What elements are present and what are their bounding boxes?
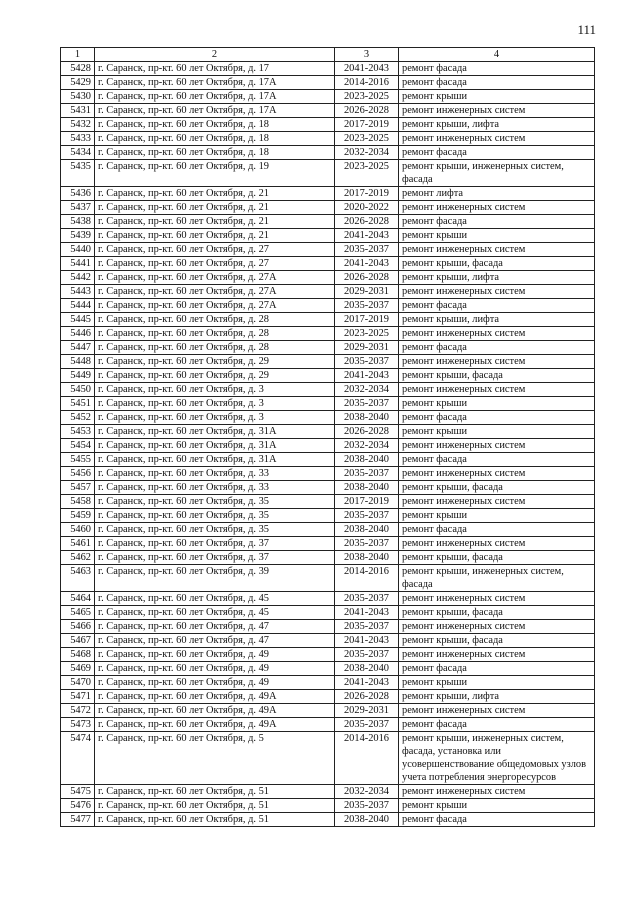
period-cell: 2029-2031: [335, 704, 399, 718]
row-number-cell: 5462: [61, 551, 95, 565]
table-row: [61, 369, 595, 383]
work-type-cell: ремонт инженерных систем: [399, 592, 595, 606]
row-number-cell: 5439: [61, 229, 95, 243]
work-type-cell: ремонт крыши, фасада: [399, 369, 595, 383]
work-type-cell: ремонт инженерных систем: [399, 648, 595, 662]
period-cell: 2035-2037: [335, 592, 399, 606]
work-type-cell: ремонт крыши, фасада: [399, 606, 595, 620]
address-cell: г. Саранск, пр-кт. 60 лет Октября, д. 47: [95, 634, 335, 648]
address-cell: г. Саранск, пр-кт. 60 лет Октября, д. 49: [95, 676, 335, 690]
address-cell: г. Саранск, пр-кт. 60 лет Октября, д. 35: [95, 509, 335, 523]
table-row: [61, 383, 595, 397]
table-row: [61, 495, 595, 509]
work-type-cell: ремонт крыши, инженерных систем, фасада: [399, 565, 595, 592]
period-cell: 2041-2043: [335, 62, 399, 76]
table-row: [61, 704, 595, 718]
period-cell: 2032-2034: [335, 785, 399, 799]
address-cell: г. Саранск, пр-кт. 60 лет Октября, д. 51: [95, 785, 335, 799]
table-row: [61, 648, 595, 662]
period-cell: 2014-2016: [335, 565, 399, 592]
column-header: 1: [61, 48, 95, 62]
work-type-cell: ремонт инженерных систем: [399, 785, 595, 799]
address-cell: г. Саранск, пр-кт. 60 лет Октября, д. 21: [95, 215, 335, 229]
table-row: [61, 439, 595, 453]
row-number-cell: 5442: [61, 271, 95, 285]
row-number-cell: 5476: [61, 799, 95, 813]
row-number-cell: 5470: [61, 676, 95, 690]
table-row: [61, 132, 595, 146]
period-cell: 2029-2031: [335, 341, 399, 355]
work-type-cell: ремонт фасада: [399, 523, 595, 537]
address-cell: г. Саранск, пр-кт. 60 лет Октября, д. 51: [95, 799, 335, 813]
period-cell: 2035-2037: [335, 620, 399, 634]
address-cell: г. Саранск, пр-кт. 60 лет Октября, д. 33: [95, 481, 335, 495]
work-type-cell: ремонт фасада: [399, 62, 595, 76]
address-cell: г. Саранск, пр-кт. 60 лет Октября, д. 5: [95, 732, 335, 785]
row-number-cell: 5429: [61, 76, 95, 90]
row-number-cell: 5449: [61, 369, 95, 383]
period-cell: 2038-2040: [335, 551, 399, 565]
address-cell: г. Саранск, пр-кт. 60 лет Октября, д. 31А: [95, 439, 335, 453]
work-type-cell: ремонт фасада: [399, 813, 595, 827]
row-number-cell: 5431: [61, 104, 95, 118]
work-type-cell: ремонт крыши: [399, 425, 595, 439]
row-number-cell: 5452: [61, 411, 95, 425]
table-row: [61, 187, 595, 201]
address-cell: г. Саранск, пр-кт. 60 лет Октября, д. 3: [95, 411, 335, 425]
work-type-cell: ремонт фасада: [399, 299, 595, 313]
period-cell: 2035-2037: [335, 509, 399, 523]
period-cell: 2038-2040: [335, 411, 399, 425]
period-cell: 2041-2043: [335, 606, 399, 620]
work-type-cell: ремонт фасада: [399, 76, 595, 90]
address-cell: г. Саранск, пр-кт. 60 лет Октября, д. 27А: [95, 271, 335, 285]
work-type-cell: ремонт инженерных систем: [399, 243, 595, 257]
address-cell: г. Саранск, пр-кт. 60 лет Октября, д. 21: [95, 201, 335, 215]
table-row: [61, 146, 595, 160]
work-type-cell: ремонт инженерных систем: [399, 132, 595, 146]
address-cell: г. Саранск, пр-кт. 60 лет Октября, д. 49А: [95, 718, 335, 732]
row-number-cell: 5455: [61, 453, 95, 467]
address-cell: г. Саранск, пр-кт. 60 лет Октября, д. 31А: [95, 425, 335, 439]
row-number-cell: 5465: [61, 606, 95, 620]
address-cell: г. Саранск, пр-кт. 60 лет Октября, д. 35: [95, 523, 335, 537]
table-row: [61, 90, 595, 104]
period-cell: 2035-2037: [335, 299, 399, 313]
row-number-cell: 5435: [61, 160, 95, 187]
row-number-cell: 5467: [61, 634, 95, 648]
address-cell: г. Саранск, пр-кт. 60 лет Октября, д. 29: [95, 355, 335, 369]
period-cell: 2038-2040: [335, 453, 399, 467]
work-type-cell: ремонт инженерных систем: [399, 104, 595, 118]
work-type-cell: ремонт фасада: [399, 146, 595, 160]
work-type-cell: ремонт крыши: [399, 229, 595, 243]
work-type-cell: ремонт крыши: [399, 799, 595, 813]
table-row: [61, 76, 595, 90]
period-cell: 2017-2019: [335, 495, 399, 509]
period-cell: 2038-2040: [335, 813, 399, 827]
table-row: [61, 285, 595, 299]
address-cell: г. Саранск, пр-кт. 60 лет Октября, д. 49: [95, 648, 335, 662]
period-cell: 2026-2028: [335, 690, 399, 704]
work-type-cell: ремонт инженерных систем: [399, 537, 595, 551]
period-cell: 2041-2043: [335, 369, 399, 383]
row-number-cell: 5474: [61, 732, 95, 785]
row-number-cell: 5441: [61, 257, 95, 271]
table-row: [61, 606, 595, 620]
address-cell: г. Саранск, пр-кт. 60 лет Октября, д. 37: [95, 537, 335, 551]
address-cell: г. Саранск, пр-кт. 60 лет Октября, д. 17А: [95, 90, 335, 104]
row-number-cell: 5461: [61, 537, 95, 551]
column-header: 3: [335, 48, 399, 62]
address-cell: г. Саранск, пр-кт. 60 лет Октября, д. 27: [95, 243, 335, 257]
address-cell: г. Саранск, пр-кт. 60 лет Октября, д. 49А: [95, 690, 335, 704]
table-row: [61, 565, 595, 592]
table-row: [61, 313, 595, 327]
row-number-cell: 5458: [61, 495, 95, 509]
address-cell: г. Саранск, пр-кт. 60 лет Октября, д. 33: [95, 467, 335, 481]
work-type-cell: ремонт крыши, фасада: [399, 551, 595, 565]
work-type-cell: ремонт фасада: [399, 662, 595, 676]
work-type-cell: ремонт инженерных систем: [399, 285, 595, 299]
table-row: [61, 813, 595, 827]
period-cell: 2026-2028: [335, 425, 399, 439]
table-row: [61, 201, 595, 215]
table-header-row: [61, 48, 595, 62]
work-type-cell: ремонт инженерных систем: [399, 383, 595, 397]
work-type-cell: ремонт фасада: [399, 453, 595, 467]
row-number-cell: 5451: [61, 397, 95, 411]
period-cell: 2032-2034: [335, 146, 399, 160]
period-cell: 2041-2043: [335, 634, 399, 648]
table-row: [61, 732, 595, 785]
row-number-cell: 5448: [61, 355, 95, 369]
table-row: [61, 327, 595, 341]
table-row: [61, 215, 595, 229]
row-number-cell: 5457: [61, 481, 95, 495]
work-type-cell: ремонт крыши, лифта: [399, 271, 595, 285]
period-cell: 2014-2016: [335, 76, 399, 90]
row-number-cell: 5447: [61, 341, 95, 355]
period-cell: 2035-2037: [335, 537, 399, 551]
table-row: [61, 397, 595, 411]
row-number-cell: 5436: [61, 187, 95, 201]
period-cell: 2020-2022: [335, 201, 399, 215]
table-row: [61, 537, 595, 551]
work-type-cell: ремонт крыши, лифта: [399, 690, 595, 704]
work-type-cell: ремонт инженерных систем: [399, 704, 595, 718]
table-row: [61, 257, 595, 271]
work-type-cell: ремонт крыши, фасада: [399, 634, 595, 648]
table-row: [61, 523, 595, 537]
work-type-cell: ремонт инженерных систем: [399, 355, 595, 369]
address-cell: г. Саранск, пр-кт. 60 лет Октября, д. 18: [95, 132, 335, 146]
row-number-cell: 5428: [61, 62, 95, 76]
work-type-cell: ремонт инженерных систем: [399, 495, 595, 509]
table-row: [61, 662, 595, 676]
work-type-cell: ремонт фасада: [399, 411, 595, 425]
address-cell: г. Саранск, пр-кт. 60 лет Октября, д. 47: [95, 620, 335, 634]
period-cell: 2023-2025: [335, 327, 399, 341]
address-cell: г. Саранск, пр-кт. 60 лет Октября, д. 49А: [95, 704, 335, 718]
period-cell: 2035-2037: [335, 648, 399, 662]
table-row: [61, 62, 595, 76]
table-row: [61, 799, 595, 813]
period-cell: 2026-2028: [335, 271, 399, 285]
period-cell: 2038-2040: [335, 523, 399, 537]
row-number-cell: 5450: [61, 383, 95, 397]
work-type-cell: ремонт инженерных систем: [399, 439, 595, 453]
period-cell: 2035-2037: [335, 799, 399, 813]
address-cell: г. Саранск, пр-кт. 60 лет Октября, д. 35: [95, 495, 335, 509]
column-header: 2: [95, 48, 335, 62]
period-cell: 2026-2028: [335, 104, 399, 118]
address-cell: г. Саранск, пр-кт. 60 лет Октября, д. 27: [95, 257, 335, 271]
address-cell: г. Саранск, пр-кт. 60 лет Октября, д. 49: [95, 662, 335, 676]
period-cell: 2023-2025: [335, 132, 399, 146]
table-row: [61, 243, 595, 257]
table-row: [61, 551, 595, 565]
work-type-cell: ремонт крыши, фасада: [399, 481, 595, 495]
address-cell: г. Саранск, пр-кт. 60 лет Октября, д. 19: [95, 160, 335, 187]
period-cell: 2026-2028: [335, 215, 399, 229]
table-body: [61, 62, 595, 827]
table-row: [61, 453, 595, 467]
period-cell: 2035-2037: [335, 355, 399, 369]
period-cell: 2038-2040: [335, 662, 399, 676]
address-cell: г. Саранск, пр-кт. 60 лет Октября, д. 28: [95, 327, 335, 341]
row-number-cell: 5440: [61, 243, 95, 257]
row-number-cell: 5472: [61, 704, 95, 718]
row-number-cell: 5454: [61, 439, 95, 453]
period-cell: 2032-2034: [335, 383, 399, 397]
table-row: [61, 467, 595, 481]
address-cell: г. Саранск, пр-кт. 60 лет Октября, д. 27А: [95, 299, 335, 313]
row-number-cell: 5466: [61, 620, 95, 634]
work-type-cell: ремонт крыши: [399, 397, 595, 411]
work-type-cell: ремонт инженерных систем: [399, 620, 595, 634]
repair-schedule-table: [60, 47, 595, 827]
period-cell: 2023-2025: [335, 90, 399, 104]
address-cell: г. Саранск, пр-кт. 60 лет Октября, д. 51: [95, 813, 335, 827]
table-row: [61, 341, 595, 355]
work-type-cell: ремонт крыши, лифта: [399, 118, 595, 132]
period-cell: 2023-2025: [335, 160, 399, 187]
table-row: [61, 299, 595, 313]
column-header: 4: [399, 48, 595, 62]
address-cell: г. Саранск, пр-кт. 60 лет Октября, д. 45: [95, 606, 335, 620]
row-number-cell: 5473: [61, 718, 95, 732]
row-number-cell: 5477: [61, 813, 95, 827]
period-cell: 2041-2043: [335, 676, 399, 690]
work-type-cell: ремонт фасада: [399, 718, 595, 732]
row-number-cell: 5459: [61, 509, 95, 523]
work-type-cell: ремонт инженерных систем: [399, 467, 595, 481]
row-number-cell: 5475: [61, 785, 95, 799]
address-cell: г. Саранск, пр-кт. 60 лет Октября, д. 18: [95, 146, 335, 160]
row-number-cell: 5456: [61, 467, 95, 481]
row-number-cell: 5469: [61, 662, 95, 676]
period-cell: 2032-2034: [335, 439, 399, 453]
table-row: [61, 718, 595, 732]
period-cell: 2029-2031: [335, 285, 399, 299]
table-row: [61, 509, 595, 523]
period-cell: 2014-2016: [335, 732, 399, 785]
period-cell: 2041-2043: [335, 257, 399, 271]
address-cell: г. Саранск, пр-кт. 60 лет Октября, д. 21: [95, 229, 335, 243]
address-cell: г. Саранск, пр-кт. 60 лет Октября, д. 28: [95, 313, 335, 327]
row-number-cell: 5432: [61, 118, 95, 132]
row-number-cell: 5453: [61, 425, 95, 439]
address-cell: г. Саранск, пр-кт. 60 лет Октября, д. 17А: [95, 104, 335, 118]
row-number-cell: 5433: [61, 132, 95, 146]
row-number-cell: 5463: [61, 565, 95, 592]
work-type-cell: ремонт крыши, лифта: [399, 313, 595, 327]
period-cell: 2017-2019: [335, 118, 399, 132]
table-row: [61, 118, 595, 132]
period-cell: 2035-2037: [335, 467, 399, 481]
row-number-cell: 5471: [61, 690, 95, 704]
period-cell: 2017-2019: [335, 313, 399, 327]
row-number-cell: 5444: [61, 299, 95, 313]
work-type-cell: ремонт лифта: [399, 187, 595, 201]
work-type-cell: ремонт крыши, фасада: [399, 257, 595, 271]
address-cell: г. Саранск, пр-кт. 60 лет Октября, д. 45: [95, 592, 335, 606]
table-row: [61, 411, 595, 425]
table-row: [61, 481, 595, 495]
table-row: [61, 104, 595, 118]
table-row: [61, 271, 595, 285]
table-row: [61, 592, 595, 606]
table-row: [61, 160, 595, 187]
work-type-cell: ремонт фасада: [399, 341, 595, 355]
address-cell: г. Саранск, пр-кт. 60 лет Октября, д. 39: [95, 565, 335, 592]
address-cell: г. Саранск, пр-кт. 60 лет Октября, д. 28: [95, 341, 335, 355]
row-number-cell: 5438: [61, 215, 95, 229]
work-type-cell: ремонт инженерных систем: [399, 201, 595, 215]
period-cell: 2041-2043: [335, 229, 399, 243]
work-type-cell: ремонт фасада: [399, 215, 595, 229]
row-number-cell: 5445: [61, 313, 95, 327]
address-cell: г. Саранск, пр-кт. 60 лет Октября, д. 17А: [95, 76, 335, 90]
row-number-cell: 5464: [61, 592, 95, 606]
row-number-cell: 5468: [61, 648, 95, 662]
work-type-cell: ремонт крыши: [399, 676, 595, 690]
row-number-cell: 5446: [61, 327, 95, 341]
row-number-cell: 5434: [61, 146, 95, 160]
address-cell: г. Саранск, пр-кт. 60 лет Октября, д. 29: [95, 369, 335, 383]
row-number-cell: 5437: [61, 201, 95, 215]
address-cell: г. Саранск, пр-кт. 60 лет Октября, д. 27А: [95, 285, 335, 299]
table-row: [61, 355, 595, 369]
address-cell: г. Саранск, пр-кт. 60 лет Октября, д. 17: [95, 62, 335, 76]
address-cell: г. Саранск, пр-кт. 60 лет Октября, д. 18: [95, 118, 335, 132]
work-type-cell: ремонт крыши, инженерных систем, фасада: [399, 160, 595, 187]
page-number: 111: [577, 22, 596, 37]
address-cell: г. Саранск, пр-кт. 60 лет Октября, д. 3: [95, 383, 335, 397]
row-number-cell: 5460: [61, 523, 95, 537]
row-number-cell: 5430: [61, 90, 95, 104]
table-row: [61, 785, 595, 799]
table-row: [61, 676, 595, 690]
work-type-cell: ремонт крыши: [399, 509, 595, 523]
address-cell: г. Саранск, пр-кт. 60 лет Октября, д. 37: [95, 551, 335, 565]
period-cell: 2035-2037: [335, 397, 399, 411]
row-number-cell: 5443: [61, 285, 95, 299]
address-cell: г. Саранск, пр-кт. 60 лет Октября, д. 3: [95, 397, 335, 411]
work-type-cell: ремонт крыши: [399, 90, 595, 104]
table-row: [61, 690, 595, 704]
table-row: [61, 634, 595, 648]
period-cell: 2017-2019: [335, 187, 399, 201]
work-type-cell: ремонт крыши, инженерных систем, фасада, установка или усовершенствование общедомовых узлов учета потребления энергоресурсов: [399, 732, 595, 785]
address-cell: г. Саранск, пр-кт. 60 лет Октября, д. 31А: [95, 453, 335, 467]
work-type-cell: ремонт инженерных систем: [399, 327, 595, 341]
period-cell: 2038-2040: [335, 481, 399, 495]
table-row: [61, 229, 595, 243]
table-row: [61, 425, 595, 439]
period-cell: 2035-2037: [335, 718, 399, 732]
address-cell: г. Саранск, пр-кт. 60 лет Октября, д. 21: [95, 187, 335, 201]
table-row: [61, 620, 595, 634]
period-cell: 2035-2037: [335, 243, 399, 257]
